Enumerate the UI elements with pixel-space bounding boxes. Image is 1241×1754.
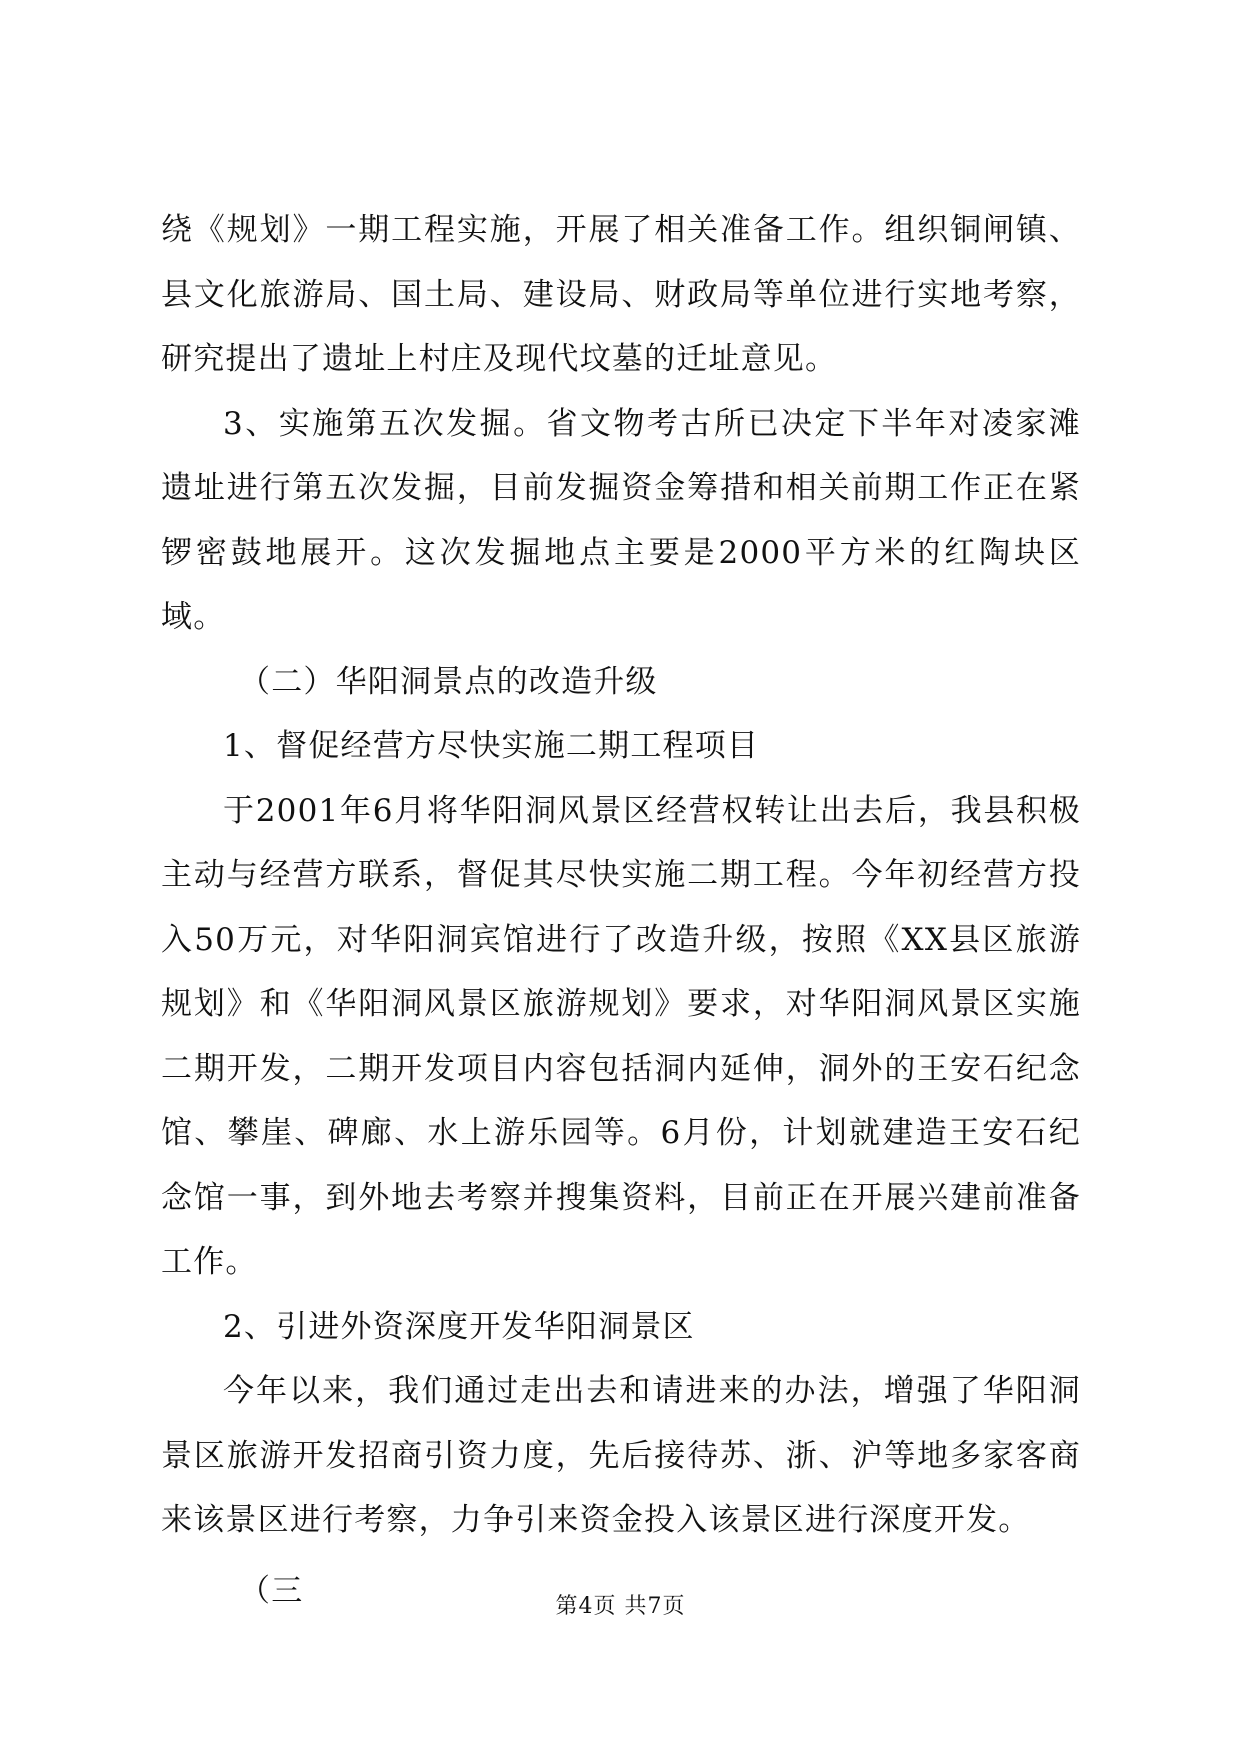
page-footer: 第4页 共7页 [555,1594,686,1619]
paragraph-fifth-excavation: 3、实施第五次发掘。省文物考古所已决定下半年对凌家滩遗址进行第五次发掘，目前发掘资金筹措和相关前期工作正在紧锣密鼓地展开。这次发掘地点主要是2000平方米的红陶块区域。 [161,405,1081,635]
paragraph-investment-details: 今年以来，我们通过走出去和请进来的办法，增强了华阳洞景区旅游开发招商引资力度，先后接待苏、浙、沪等地多家客商来该景区进行考察，力争引来资金投入该景区进行深度开发。 [161,1373,1081,1538]
paragraph-phase-two-details: 于2001年6月将华阳洞风景区经营权转让出去后，我县积极主动与经营方联系，督促其尽快实施二期工程。今年初经营方投入50万元，对华阳洞宾馆进行了改造升级，按照《XX县区旅游规划》和《华阳洞风景区旅游规划》要求，对华阳洞风景区实施二期开发，二期开发项目内容包括洞内延伸，洞外的王安石纪念馆、攀崖、碑廊、水上游乐园等。6月份，计划就建造王安石纪念馆一事，到外地去考察并搜集资料，目前正在开展兴建前准备工作。 [161,792,1081,1280]
paragraph-continuation: 绕《规划》一期工程实施，开展了相关准备工作。组织铜闸镇、县文化旅游局、国土局、建设局、财政局等单位进行实地考察，研究提出了遗址上村庄及现代坟墓的迁址意见。 [161,212,1081,377]
subheading-phase-two: 1、督促经营方尽快实施二期工程项目 [223,728,760,764]
section-heading-three-partial: （三 [239,1572,304,1609]
section-heading-huayang-cave: （二）华阳洞景点的改造升级 [239,663,658,700]
subheading-foreign-investment: 2、引进外资深度开发华阳洞景区 [223,1308,695,1345]
document-body [161,198,1081,1623]
